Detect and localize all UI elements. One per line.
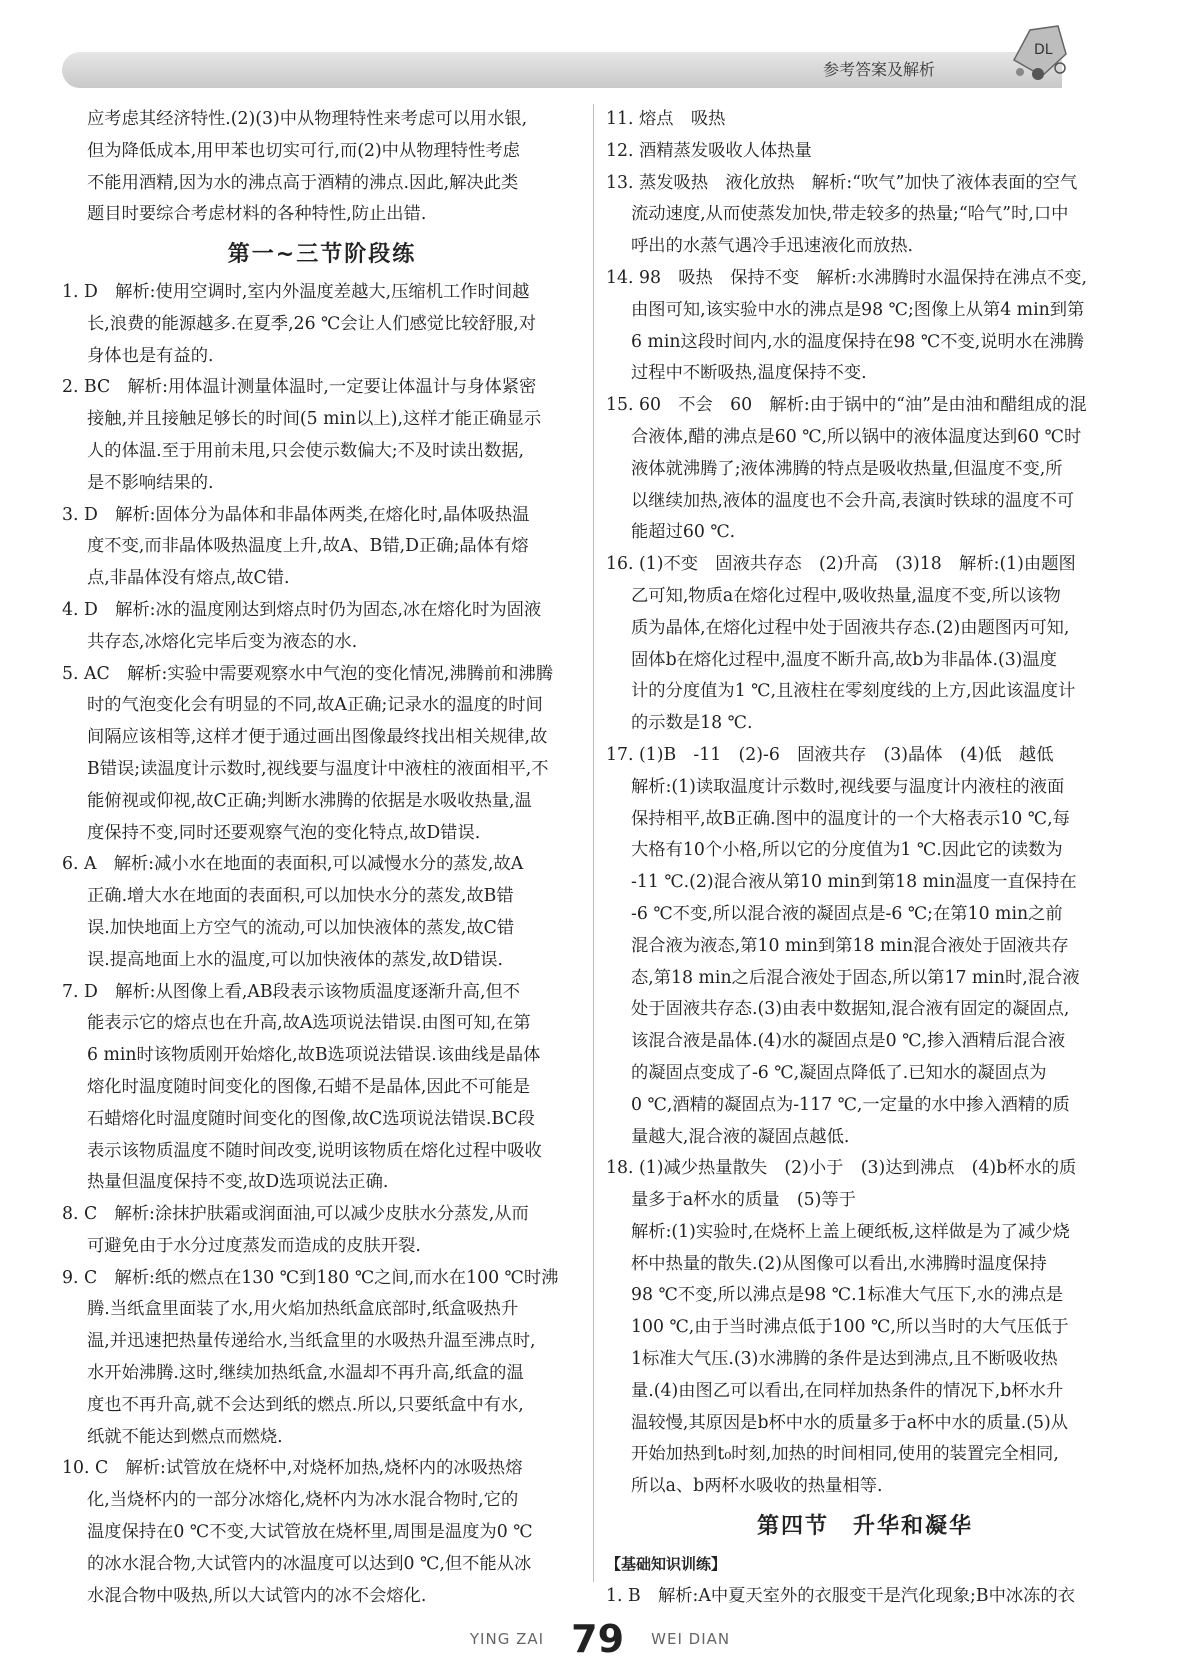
answer-line: 解析:(1)实验时,在烧杯上盖上硬纸板,这样做是为了减少烧 (631, 1221, 1070, 1242)
answer-line: 处于固液共存态.(3)由表中数据知,混合液有固定的凝固点, (631, 999, 1070, 1020)
column-divider (593, 104, 594, 1582)
answer-line: 11. 熔点 吸热 (606, 109, 726, 129)
svg-text:DL: DL (1034, 42, 1053, 58)
answer-item (62, 595, 582, 659)
answer-line: 合液体,醋的沸点是60 ℃,所以锅中的液体温度达到60 ℃时 (631, 426, 1082, 447)
answer-line: B错误;读温度计示数时,视线要与温度计中液柱的液面相平,不 (87, 758, 549, 779)
answer-item (62, 1453, 582, 1612)
answer-line: 熔化时温度随时间变化的图像,石蜡不是晶体,因此不可能是 (87, 1076, 531, 1097)
section-title-sublimation: 第四节 升华和凝华 (756, 1514, 973, 1540)
answer-list-right (606, 104, 1124, 1503)
answer-line: 该混合液是晶体.(4)水的凝固点是0 ℃,掺入酒精后混合液 (631, 1031, 1066, 1052)
answer-line: 杯中热量的散失.(2)从图像可以看出,水沸腾时温度保持 (631, 1253, 1047, 1274)
left-column (62, 104, 582, 1612)
footer (0, 1617, 1200, 1661)
intro-line: 题目时要综合考虑材料的各种特性,防止出错. (87, 204, 427, 225)
header-label: 参考答案及解析 (822, 60, 935, 79)
answer-line: 由图可知,该实验中水的沸点是98 ℃;图像上从第4 min到第 (631, 299, 1085, 320)
answer-item (606, 549, 1124, 740)
answer-line: -11 ℃.(2)混合液从第10 min到第18 min温度一直保持在 (631, 872, 1077, 893)
intro-line: 不能用酒精,因为水的沸点高于酒精的沸点.因此,解决此类 (87, 172, 519, 193)
answer-line: -6 ℃不变,所以混合液的凝固点是-6 ℃;在第10 min之前 (631, 903, 1063, 924)
answer-line: 度保持不变,同时还要观察气泡的变化特点,故D错误. (87, 822, 481, 843)
answer-line: 水混合物中吸热,所以大试管内的冰不会熔化. (87, 1585, 427, 1606)
answer-line: 可避免由于水分过度蒸发而造成的皮肤开裂. (87, 1235, 421, 1256)
answer-line: 乙可知,物质a在熔化过程中,吸收热量,温度不变,所以该物 (631, 585, 1061, 606)
answer-line: 石蜡熔化时温度随时间变化的图像,故C选项说法错误.BC段 (87, 1108, 535, 1129)
answer-line: 以继续加热,液体的温度也不会升高,表演时铁球的温度不可 (631, 490, 1075, 511)
intro-line: 应考虑其经济特性.(2)(3)中从物理特性来考虑可以用水银, (87, 109, 528, 129)
answer-line: 固体b在熔化过程中,温度不断升高,故b为非晶体.(3)温度 (631, 649, 1057, 670)
publisher-logo-icon (1008, 20, 1070, 82)
answer-line: 点,非晶体没有熔点,故C错. (87, 568, 290, 589)
answer-line: 长,浪费的能源越多.在夏季,26 ℃会让人们感觉比较舒服,对 (87, 313, 536, 334)
footer-left-text: YING ZAI (469, 1630, 545, 1648)
answer-line: 正确.增大水在地面的表面积,可以加快水分的蒸发,故B错 (87, 886, 514, 907)
answer-line: 量多于a杯水的质量 (5)等于 (631, 1190, 856, 1211)
answer-line: 9. C 解析:纸的燃点在130 ℃到180 ℃之间,而水在100 ℃时沸 (62, 1267, 559, 1288)
page-number: 79 (571, 1617, 625, 1661)
right-column (606, 104, 1124, 1612)
answer-line: 是不影响结果的. (87, 472, 214, 493)
answer-line: 呼出的水蒸气遇冷手迅速液化而放热. (631, 236, 913, 257)
answer-line: 的冰水混合物,大试管内的冰温度可以达到0 ℃,但不能从冰 (87, 1553, 532, 1574)
answer-item (606, 740, 1124, 1153)
answer-line: 质为晶体,在熔化过程中处于固液共存态.(2)由题图丙可知, (631, 617, 1070, 638)
answer-line: 6 min时该物质刚开始熔化,故B选项说法错误.该曲线是晶体 (87, 1045, 541, 1066)
answer-line: 温,并迅速把热量传递给水,当纸盒里的水吸热升温至沸点时, (87, 1331, 536, 1352)
answer-line: 解析:(1)读取温度计示数时,视线要与温度计内液柱的液面 (631, 776, 1065, 797)
answer-item-last: 1. B 解析:A中夏天室外的衣服变干是汽化现象;B中冰冻的衣 (606, 1585, 1075, 1606)
answer-item (62, 1263, 582, 1454)
answer-line: 14. 98 吸热 保持不变 解析:水沸腾时水温保持在沸点不变, (606, 267, 1088, 288)
answer-line: 的示数是18 ℃. (631, 713, 753, 734)
answer-line: 度不变,而非晶体吸热温度上升,故A、B错,D正确;晶体有熔 (87, 536, 529, 557)
answer-list-left (62, 277, 582, 1612)
answer-line: 时的气泡变化会有明显的不同,故A正确;记录水的温度的时间 (87, 695, 543, 716)
answer-item (62, 500, 582, 595)
answer-line: 4. D 解析:冰的温度刚达到熔点时仍为固态,冰在熔化时为固液 (62, 599, 542, 620)
answer-line: 过程中不断吸热,温度保持不变. (631, 363, 867, 384)
answer-line: 水开始沸腾.这时,继续加热纸盒,水温却不再升高,纸盒的温 (87, 1363, 524, 1384)
answer-line: 身体也是有益的. (87, 345, 214, 366)
answer-item (606, 136, 1124, 168)
answer-line: 计的分度值为1 ℃,且液柱在零刻度线的上方,因此该温度计 (631, 681, 1076, 702)
answer-line: 量越大,混合液的凝固点越低. (631, 1126, 850, 1147)
answer-line: 化,当烧杯内的一部分冰熔化,烧杯内为冰水混合物时,它的 (87, 1490, 519, 1511)
answer-line: 6. A 解析:减小水在地面的表面积,可以减慢水分的蒸发,故A (62, 854, 524, 875)
answer-line: 纸就不能达到燃点而燃烧. (87, 1426, 283, 1447)
answer-line: 能表示它的熔点也在升高,故A选项说法错误.由图可知,在第 (87, 1013, 531, 1034)
answer-item (62, 277, 582, 372)
answer-line: 的凝固点变成了-6 ℃,凝固点降低了.已知水的凝固点为 (631, 1062, 1047, 1083)
answer-line: 5. AC 解析:实验中需要观察水中气泡的变化情况,沸腾前和沸腾 (62, 663, 554, 684)
answer-line: 度也不再升高,就不会达到纸的燃点.所以,只要纸盒中有水, (87, 1394, 524, 1415)
answer-line: 热量但温度保持不变,故D选项说法正确. (87, 1172, 389, 1193)
answer-line: 共存态,冰熔化完毕后变为液态的水. (87, 631, 358, 652)
answer-line: 大格有10个小格,所以它的分度值为1 ℃.因此它的读数为 (631, 840, 1063, 861)
answer-line: 开始加热到t₀时刻,加热的时间相同,使用的装置完全相同, (631, 1444, 1059, 1465)
answer-line: 10. C 解析:试管放在烧杯中,对烧杯加热,烧杯内的冰吸热熔 (62, 1458, 523, 1479)
answer-line: 17. (1)B -11 (2)-6 固液共存 (3)晶体 (4)低 越低 (606, 744, 1054, 765)
answer-line: 表示该物质温度不随时间改变,说明该物质在熔化过程中吸收 (87, 1140, 542, 1161)
answer-line: 1标准大气压.(3)水沸腾的条件是达到沸点,且不断吸收热 (631, 1349, 1058, 1370)
answer-line: 3. D 解析:固体分为晶体和非晶体两类,在熔化时,晶体吸热温 (62, 504, 530, 525)
answer-line: 量.(4)由图乙可以看出,在同样加热条件的情况下,b杯水升 (631, 1380, 1064, 1401)
answer-line: 0 ℃,酒精的凝固点为-117 ℃,一定量的水中掺入酒精的质 (631, 1094, 1070, 1115)
answer-line: 接触,并且接触足够长的时间(5 min以上),这样才能正确显示 (87, 409, 542, 430)
answer-line: 100 ℃,由于当时沸点低于100 ℃,所以当时的大气压低于 (631, 1317, 1069, 1338)
answer-line: 16. (1)不变 固液共存态 (2)升高 (3)18 解析:(1)由题图 (606, 554, 1076, 575)
answer-line: 误.提高地面上水的温度,可以加快液体的蒸发,故D错误. (87, 949, 504, 970)
answer-item (62, 977, 582, 1200)
answer-item (606, 1153, 1124, 1503)
answer-item (62, 849, 582, 976)
answer-line: 混合液为液态,第10 min到第18 min混合液处于固液共存 (631, 935, 1069, 956)
answer-line: 18. (1)减少热量散失 (2)小于 (3)达到沸点 (4)b杯水的质 (606, 1158, 1077, 1179)
answer-item (606, 104, 1124, 136)
answer-line: 间隔应该相等,这样才便于通过画出图像最终找出相关规律,故 (87, 727, 548, 748)
answer-line: 人的体温.至于用前未甩,只会使示数偏大;不及时读出数据, (87, 440, 525, 461)
answer-item (606, 390, 1124, 549)
answer-line: 6 min这段时间内,水的温度保持在98 ℃不变,说明水在沸腾 (631, 331, 1084, 352)
answer-line: 态,第18 min之后混合液处于固态,所以第17 min时,混合液 (631, 967, 1080, 988)
answer-item (62, 372, 582, 499)
footer-right-text: WEI DIAN (651, 1630, 731, 1648)
answer-item (606, 168, 1124, 263)
answer-line: 保持相平,故B正确.图中的温度计的一个大格表示10 ℃,每 (631, 808, 1070, 829)
answer-line: 7. D 解析:从图像上看,AB段表示该物质温度逐渐升高,但不 (62, 981, 521, 1002)
intro-paragraph (62, 104, 582, 231)
answer-line: 液体就沸腾了;液体沸腾的特点是吸收热量,但温度不变,所 (631, 458, 1063, 479)
answer-line: 2. BC 解析:用体温计测量体温时,一定要让体温计与身体紧密 (62, 377, 537, 398)
answer-line: 腾.当纸盒里面装了水,用火焰加热纸盒底部时,纸盒吸热升 (87, 1299, 519, 1320)
answer-line: 1. D 解析:使用空调时,室内外温度差越大,压缩机工作时间越 (62, 281, 530, 302)
intro-line: 但为降低成本,用甲苯也切实可行,而(2)中从物理特性考虑 (87, 140, 520, 161)
answer-line: 误.加快地面上方空气的流动,可以加快液体的蒸发,故C错 (87, 917, 515, 938)
answer-item (62, 659, 582, 850)
answer-line: 13. 蒸发吸热 液化放热 解析:“吹气”加快了液体表面的空气 (606, 172, 1078, 193)
answer-item (606, 263, 1124, 390)
answer-line: 温度保持在0 ℃不变,大试管放在烧杯里,周围是温度为0 ℃ (87, 1522, 533, 1543)
answer-line: 8. C 解析:涂抹护肤霜或润面油,可以减少皮肤水分蒸发,从而 (62, 1204, 529, 1225)
answer-line: 98 ℃不变,所以沸点是98 ℃.1标准大气压下,水的沸点是 (631, 1285, 1064, 1306)
basic-training-tag: 【基础知识训练】 (606, 1554, 727, 1573)
answer-line: 流动速度,从而使蒸发加快,带走较多的热量;“哈气”时,口中 (631, 204, 1069, 225)
answer-item (62, 1199, 582, 1263)
answer-line: 15. 60 不会 60 解析:由于锅中的“油”是由油和醋组成的混 (606, 395, 1087, 416)
answer-line: 能俯视或仰视,故C正确;判断水沸腾的依据是水吸收热量,温 (87, 790, 532, 811)
section-title-stage-practice: 第一~三节阶段练 (227, 242, 417, 268)
answer-line: 所以a、b两杯水吸收的热量相等. (631, 1476, 883, 1497)
answer-line: 能超过60 ℃. (631, 522, 736, 543)
answer-line: 12. 酒精蒸发吸收人体热量 (606, 140, 812, 161)
answer-line: 温较慢,其原因是b杯中水的质量多于a杯中水的质量.(5)从 (631, 1412, 1069, 1433)
